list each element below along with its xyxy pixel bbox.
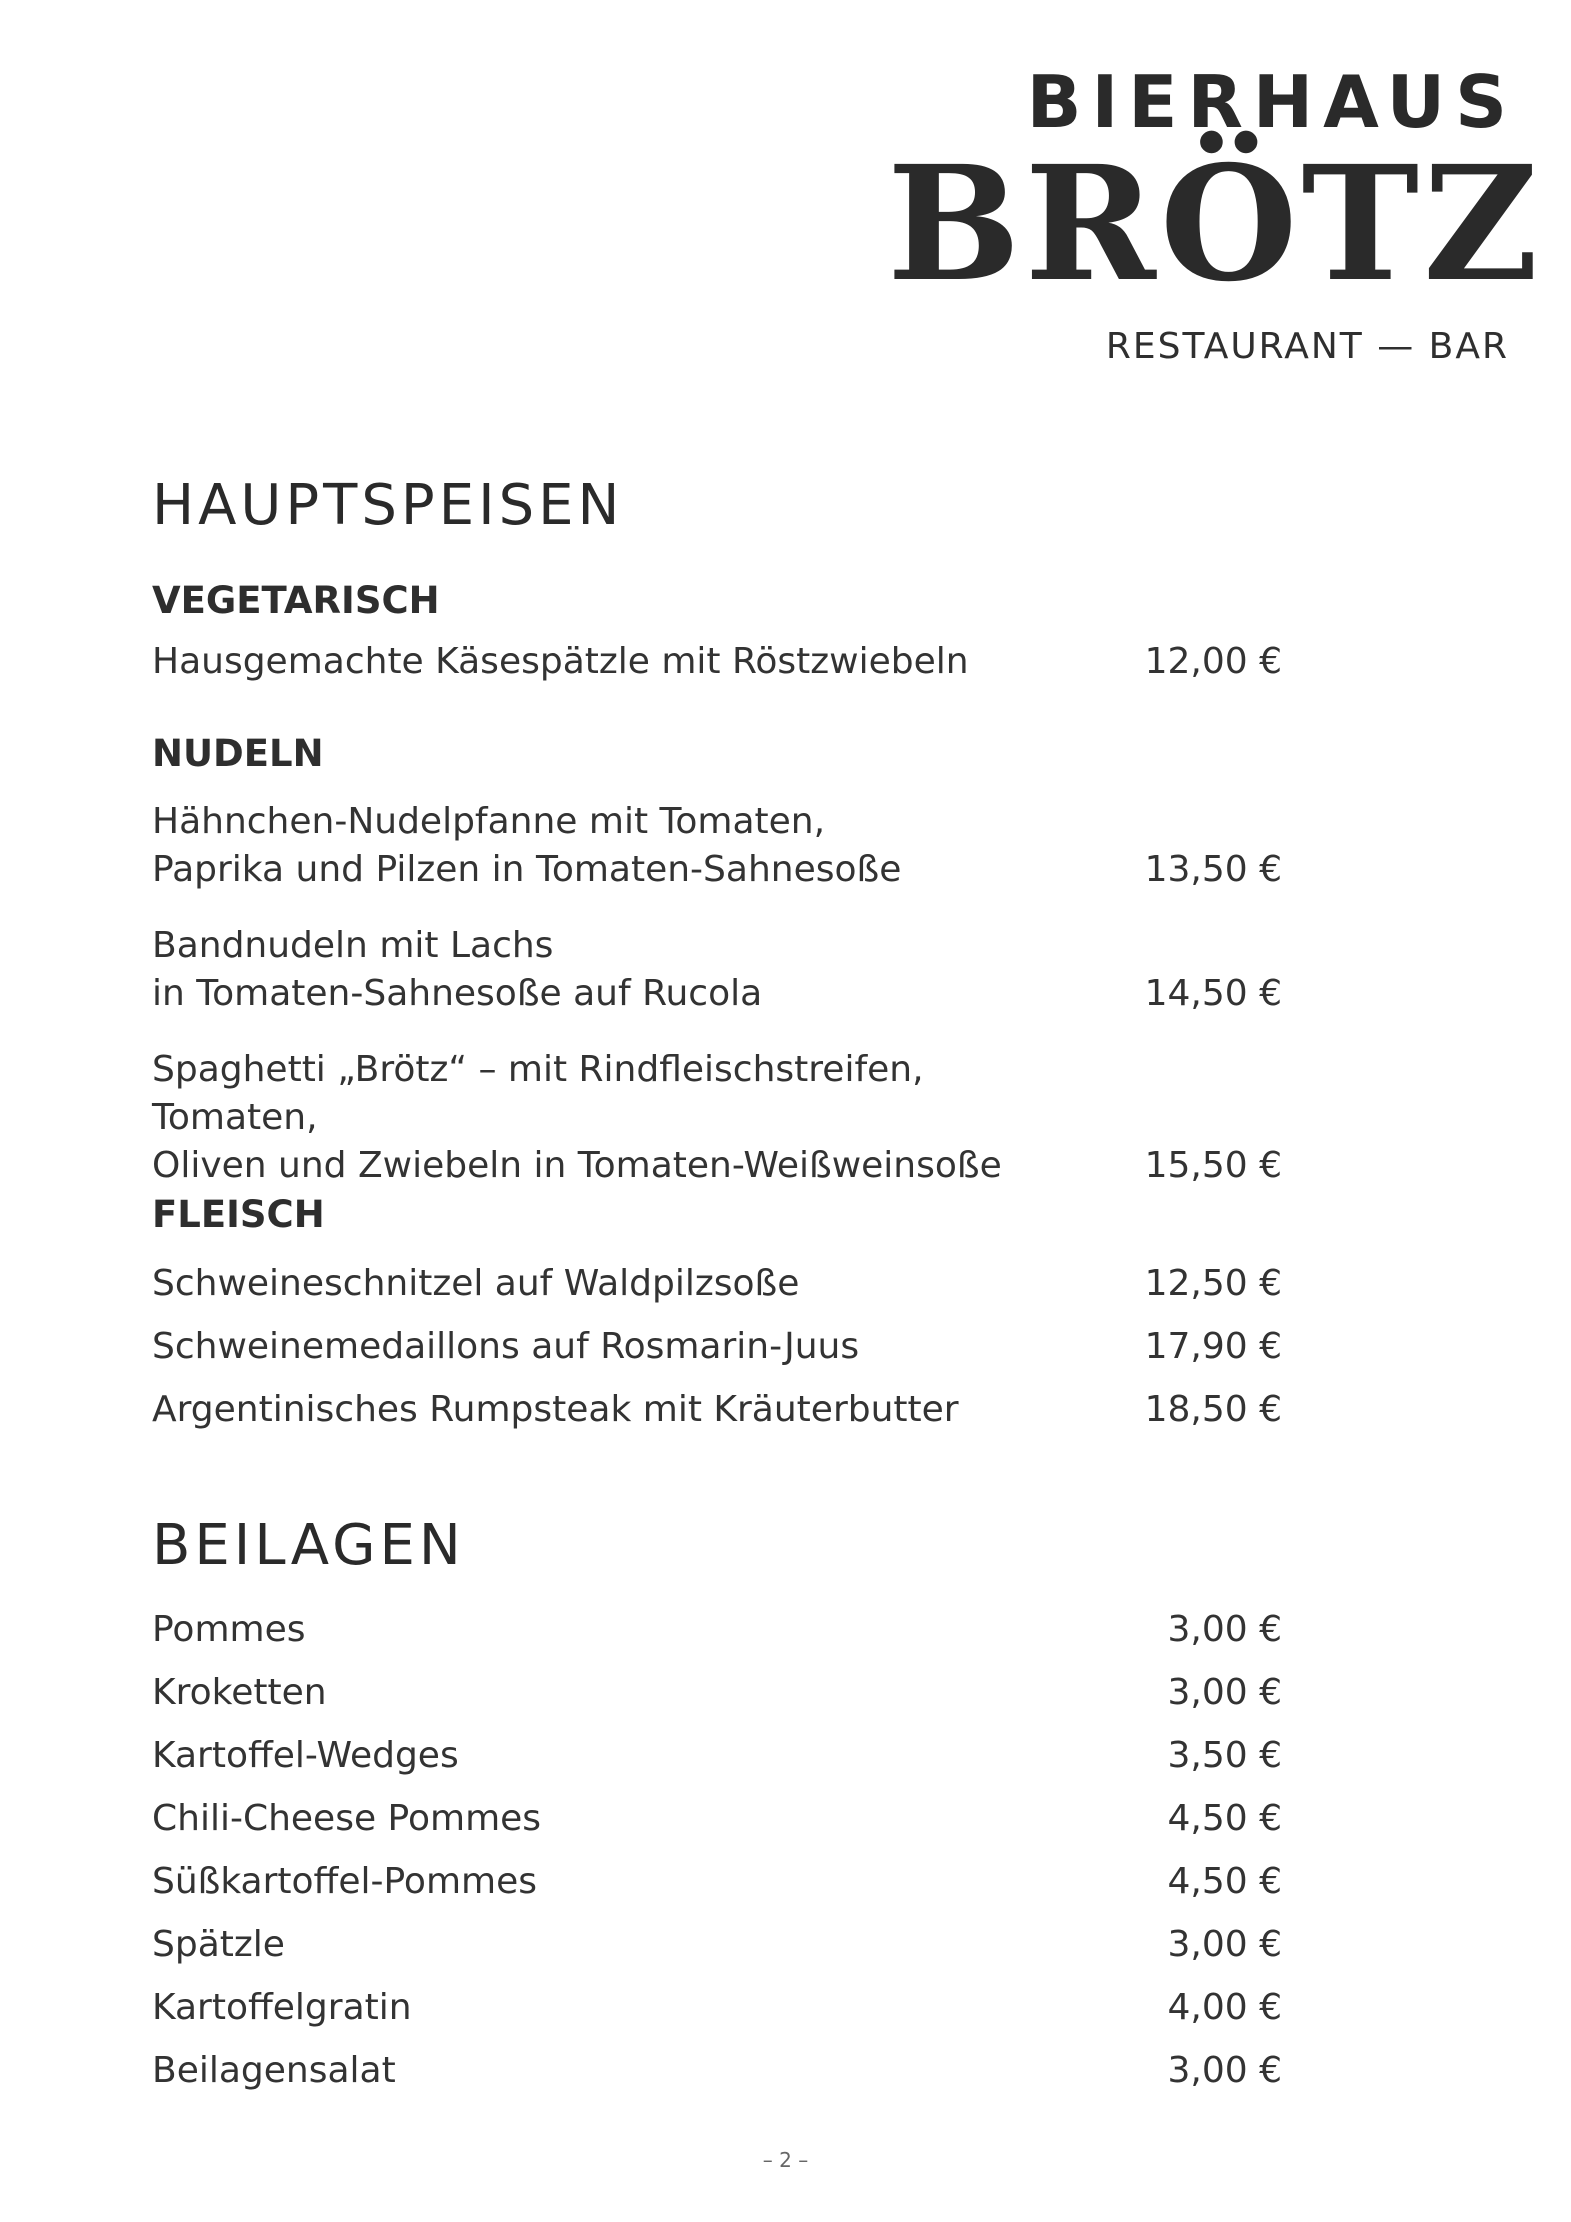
item-name: Argentinisches Rumpsteak mit Kräuterbutter (152, 1389, 959, 1430)
page-number: – 2 – (762, 2148, 809, 2172)
side-item (152, 2047, 1282, 2095)
side-item (152, 1606, 1282, 1654)
item-name: Schweineschnitzel auf Waldpilzsoße (152, 1263, 800, 1304)
side-item (152, 1732, 1282, 1780)
menu-item (152, 1386, 1282, 1434)
item-name: Hähnchen-Nudelpfanne mit Tomaten, (152, 801, 826, 842)
item-name: Kartoffel-Wedges (152, 1735, 459, 1776)
item-name: Beilagensalat (152, 2050, 396, 2091)
item-price: 3,50 € (1167, 1735, 1282, 1776)
item-price: 14,50 € (1144, 973, 1282, 1014)
side-item (152, 1858, 1282, 1906)
category-fleisch: FLEISCH (152, 1193, 325, 1236)
logo-bierhaus: BIERHAUS (1026, 60, 1517, 144)
item-price: 13,50 € (1144, 849, 1282, 890)
item-price: 12,50 € (1144, 1263, 1282, 1304)
category-vegetarisch: VEGETARISCH (152, 579, 440, 622)
item-price: 3,00 € (1167, 1672, 1282, 1713)
menu-item (152, 638, 1282, 686)
item-name: Kartoffelgratin (152, 1987, 412, 2028)
menu-item (152, 1323, 1282, 1371)
item-price: 3,00 € (1167, 1609, 1282, 1650)
item-name: Kroketten (152, 1672, 327, 1713)
item-name: Süßkartoffel-Pommes (152, 1861, 537, 1902)
logo-subtitle: RESTAURANT — BAR (1105, 326, 1509, 367)
menu-item (152, 798, 1282, 894)
item-price: 4,50 € (1167, 1861, 1282, 1902)
item-name: Chili-Cheese Pommes (152, 1798, 542, 1839)
item-name-line2: Oliven und Zwiebeln in Tomaten-Weißweinsoße (152, 1145, 1002, 1186)
item-name: Spätzle (152, 1924, 285, 1965)
side-item (152, 1795, 1282, 1843)
item-price: 12,00 € (1144, 641, 1282, 682)
item-price: 17,90 € (1144, 1326, 1282, 1367)
item-price: 3,00 € (1167, 1924, 1282, 1965)
category-nudeln: NUDELN (152, 732, 324, 775)
item-name: Bandnudeln mit Lachs (152, 925, 554, 966)
side-item (152, 1921, 1282, 1969)
item-price: 4,00 € (1167, 1987, 1282, 2028)
side-item (152, 1669, 1282, 1717)
restaurant-logo (887, 60, 1543, 367)
menu-item (152, 1046, 1282, 1190)
item-name-line2: Paprika und Pilzen in Tomaten-Sahnesoße (152, 849, 902, 890)
item-name: Hausgemachte Käsespätzle mit Röstzwiebeln (152, 641, 969, 682)
menu-item (152, 1260, 1282, 1308)
item-price: 18,50 € (1144, 1389, 1282, 1430)
side-item (152, 1984, 1282, 2032)
menu-item (152, 922, 1282, 1018)
item-name-line2: in Tomaten-Sahnesoße auf Rucola (152, 973, 763, 1014)
item-name: Pommes (152, 1609, 306, 1650)
section-title-main: HAUPTSPEISEN (152, 473, 624, 538)
item-name: Spaghetti „Brötz“ – mit Rindfleischstreifen, Tomaten, (152, 1049, 924, 1138)
item-price: 4,50 € (1167, 1798, 1282, 1839)
section-title-sides: BEILAGEN (152, 1513, 465, 1578)
item-price: 3,00 € (1167, 2050, 1282, 2091)
logo-broetz: BRÖTZ (887, 132, 1543, 317)
item-price: 15,50 € (1144, 1145, 1282, 1186)
item-name: Schweinemedaillons auf Rosmarin-Juus (152, 1326, 860, 1367)
